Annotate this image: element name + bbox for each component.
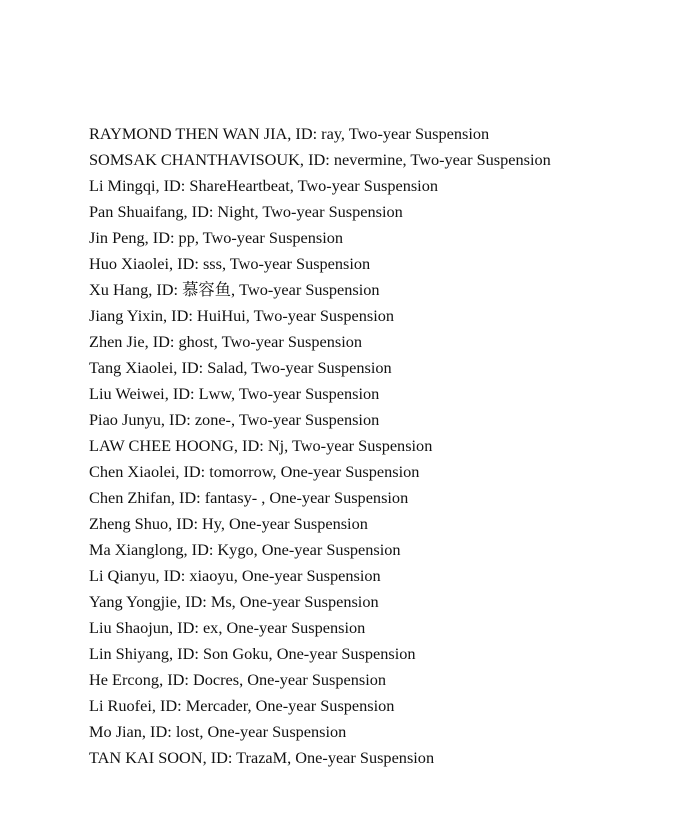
list-item: Liu Shaojun, ID: ex, One-year Suspension [89, 618, 366, 637]
list-item: Huo Xiaolei, ID: sss, Two-year Suspension [89, 254, 371, 273]
list-item: Pan Shuaifang, ID: Night, Two-year Suspension [89, 202, 403, 221]
list-item: RAYMOND THEN WAN JIA, ID: ray, Two-year Suspension [89, 124, 490, 143]
list-item: Lin Shiyang, ID: Son Goku, One-year Suspension [89, 644, 416, 663]
list-item: Yang Yongjie, ID: Ms, One-year Suspension [89, 592, 379, 611]
list-item: SOMSAK CHANTHAVISOUK, ID: nevermine, Two-year Suspension [89, 150, 551, 169]
list-item: Piao Junyu, ID: zone-, Two-year Suspension [89, 410, 380, 429]
list-item: Jiang Yixin, ID: HuiHui, Two-year Suspension [89, 306, 395, 325]
list-item: Ma Xianglong, ID: Kygo, One-year Suspension [89, 540, 401, 559]
list-item: LAW CHEE HOONG, ID: Nj, Two-year Suspension [89, 436, 433, 455]
list-item: Chen Zhifan, ID: fantasy- , One-year Suspension [89, 488, 409, 507]
list-item: Xu Hang, ID: 慕容鱼, Two-year Suspension [89, 280, 380, 299]
list-item: Chen Xiaolei, ID: tomorrow, One-year Suspension [89, 462, 420, 481]
list-item: Zhen Jie, ID: ghost, Two-year Suspension [89, 332, 363, 351]
suspension-list [89, 121, 669, 771]
list-item: Li Qianyu, ID: xiaoyu, One-year Suspension [89, 566, 381, 585]
list-item: TAN KAI SOON, ID: TrazaM, One-year Suspension [89, 748, 435, 767]
list-item: Mo Jian, ID: lost, One-year Suspension [89, 722, 347, 741]
list-item: Liu Weiwei, ID: Lww, Two-year Suspension [89, 384, 380, 403]
list-item: Li Ruofei, ID: Mercader, One-year Suspension [89, 696, 395, 715]
list-item: Zheng Shuo, ID: Hy, One-year Suspension [89, 514, 368, 533]
list-item: He Ercong, ID: Docres, One-year Suspension [89, 670, 387, 689]
list-item: Li Mingqi, ID: ShareHeartbeat, Two-year Suspension [89, 176, 438, 195]
list-item: Tang Xiaolei, ID: Salad, Two-year Suspension [89, 358, 392, 377]
list-item: Jin Peng, ID: pp, Two-year Suspension [89, 228, 344, 247]
